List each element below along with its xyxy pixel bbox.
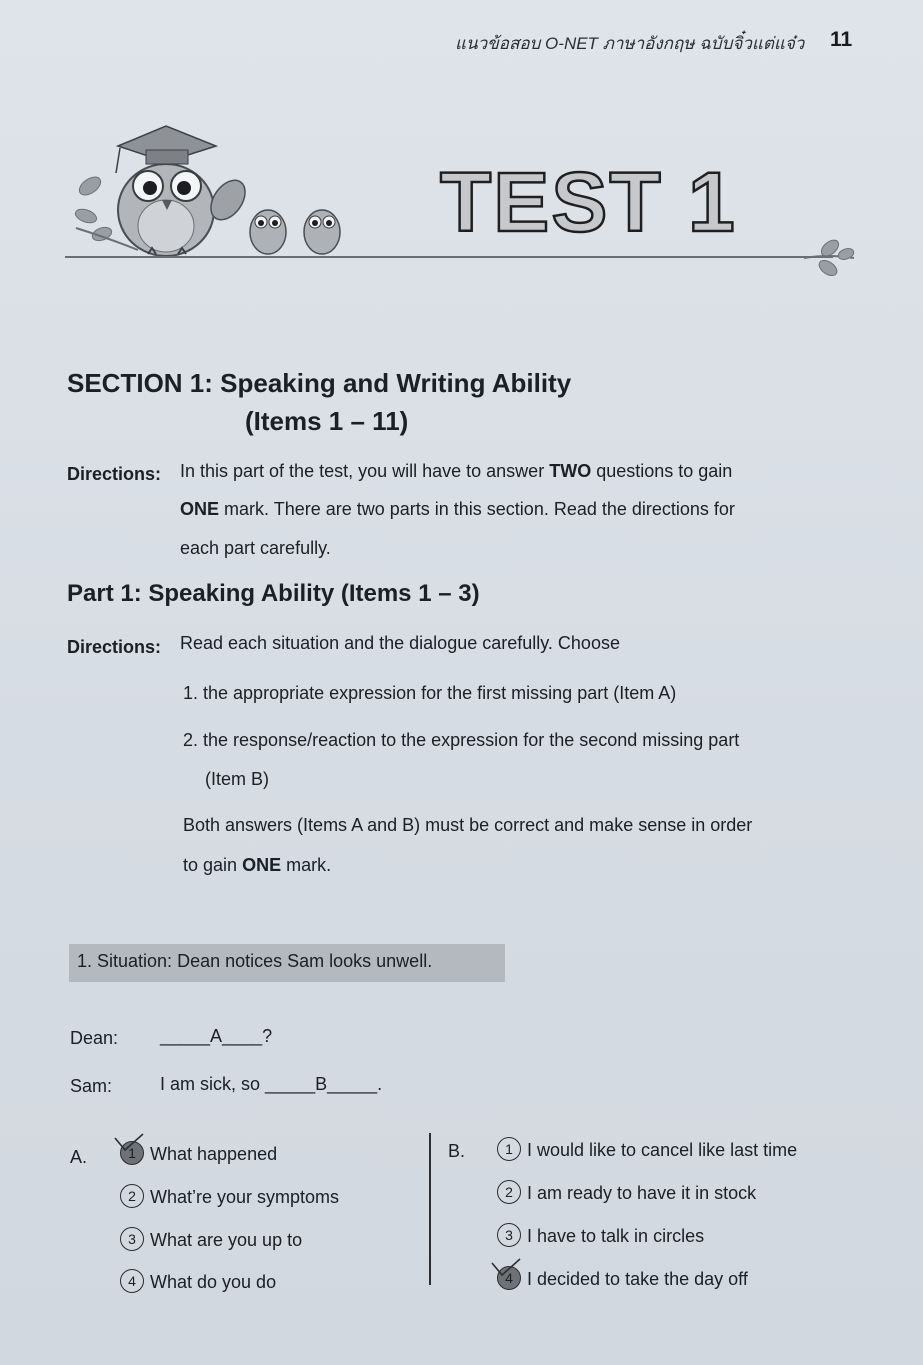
check-mark-icon bbox=[490, 1257, 522, 1279]
option-text: What are you up to bbox=[150, 1229, 303, 1250]
option-a-1[interactable] bbox=[120, 1143, 277, 1167]
section-directions-line-2 bbox=[180, 500, 735, 518]
note-text: mark. bbox=[286, 855, 332, 875]
option-text: I would like to cancel like last time bbox=[527, 1139, 798, 1160]
option-b-4[interactable] bbox=[497, 1268, 748, 1292]
option-text: What’re your symptoms bbox=[150, 1186, 340, 1207]
circle-4-icon: 4 bbox=[120, 1269, 144, 1293]
dialogue-line-dean: _____A____? bbox=[160, 1026, 273, 1046]
column-divider bbox=[429, 1133, 431, 1285]
note-text: to gain bbox=[183, 855, 238, 875]
option-a-3[interactable] bbox=[120, 1229, 302, 1253]
marked-circle-4-icon: 4 bbox=[497, 1266, 521, 1290]
option-text: I am ready to have it in stock bbox=[527, 1182, 757, 1203]
section-directions-line-3: each part carefully. bbox=[180, 538, 331, 558]
directions-text: questions to gain bbox=[596, 461, 733, 481]
option-b-2[interactable] bbox=[497, 1182, 756, 1206]
emphasis-one: ONE bbox=[180, 499, 220, 519]
option-group-b-label: B. bbox=[448, 1141, 466, 1161]
circle-2-icon: 2 bbox=[497, 1180, 521, 1204]
running-header-title: แนวข้อสอบ O-NET ภาษาอังกฤษ ฉบับจิ๋วแต่แจ๋ว bbox=[455, 34, 805, 53]
test-title: TEST 1 bbox=[440, 155, 737, 249]
instruction-item-2-cont: (Item B) bbox=[205, 769, 270, 789]
dialogue-speaker-sam: Sam: bbox=[70, 1076, 113, 1096]
circle-2-icon: 2 bbox=[120, 1184, 144, 1208]
dialogue-speaker-dean: Dean: bbox=[70, 1028, 119, 1048]
option-b-3[interactable] bbox=[497, 1225, 704, 1249]
option-text: I have to talk in circles bbox=[527, 1225, 705, 1246]
option-a-4[interactable] bbox=[120, 1271, 276, 1295]
section-directions-label: Directions: bbox=[67, 464, 162, 484]
option-text: What do you do bbox=[150, 1271, 277, 1292]
circle-3-icon: 3 bbox=[497, 1223, 521, 1247]
answer-note-line-1: Both answers (Items A and B) must be correct and make sense in order bbox=[183, 815, 753, 835]
option-b-1[interactable] bbox=[497, 1139, 797, 1163]
banner-rule bbox=[65, 256, 833, 258]
instruction-item-1: 1. the appropriate expression for the first missing part (Item A) bbox=[183, 683, 677, 703]
emphasis-two: TWO bbox=[549, 461, 592, 481]
option-a-2[interactable] bbox=[120, 1186, 339, 1210]
directions-text: mark. There are two parts in this section. Read the directions for bbox=[224, 499, 735, 519]
page-number: 11 bbox=[830, 28, 853, 51]
circle-1-icon: 1 bbox=[497, 1137, 521, 1161]
marked-circle-1-icon: 1 bbox=[120, 1141, 144, 1165]
part-directions-intro: Read each situation and the dialogue carefully. Choose bbox=[180, 633, 620, 653]
situation-text: 1. Situation: Dean notices Sam looks unwell. bbox=[77, 951, 433, 971]
directions-text: In this part of the test, you will have to answer bbox=[180, 461, 545, 481]
emphasis-one: ONE bbox=[242, 855, 282, 875]
section-title: SECTION 1: Speaking and Writing Ability bbox=[67, 368, 572, 398]
part-title: Part 1: Speaking Ability (Items 1 – 3) bbox=[67, 580, 480, 607]
check-mark-icon bbox=[113, 1132, 145, 1154]
answer-note-line-2 bbox=[183, 856, 331, 874]
option-group-a-label: A. bbox=[70, 1147, 88, 1167]
dialogue-line-sam: I am sick, so _____B_____. bbox=[160, 1074, 383, 1094]
circle-3-icon: 3 bbox=[120, 1227, 144, 1251]
option-text: What happened bbox=[150, 1143, 278, 1164]
owls-illustration bbox=[68, 118, 368, 266]
section-items: (Items 1 – 11) bbox=[245, 406, 409, 436]
part-directions-label: Directions: bbox=[67, 637, 162, 657]
section-directions-line-1 bbox=[180, 462, 860, 480]
instruction-item-2: 2. the response/reaction to the expression for the second missing part bbox=[183, 730, 740, 750]
option-text: I decided to take the day off bbox=[527, 1268, 748, 1289]
leaf-ornament-icon bbox=[800, 236, 858, 280]
